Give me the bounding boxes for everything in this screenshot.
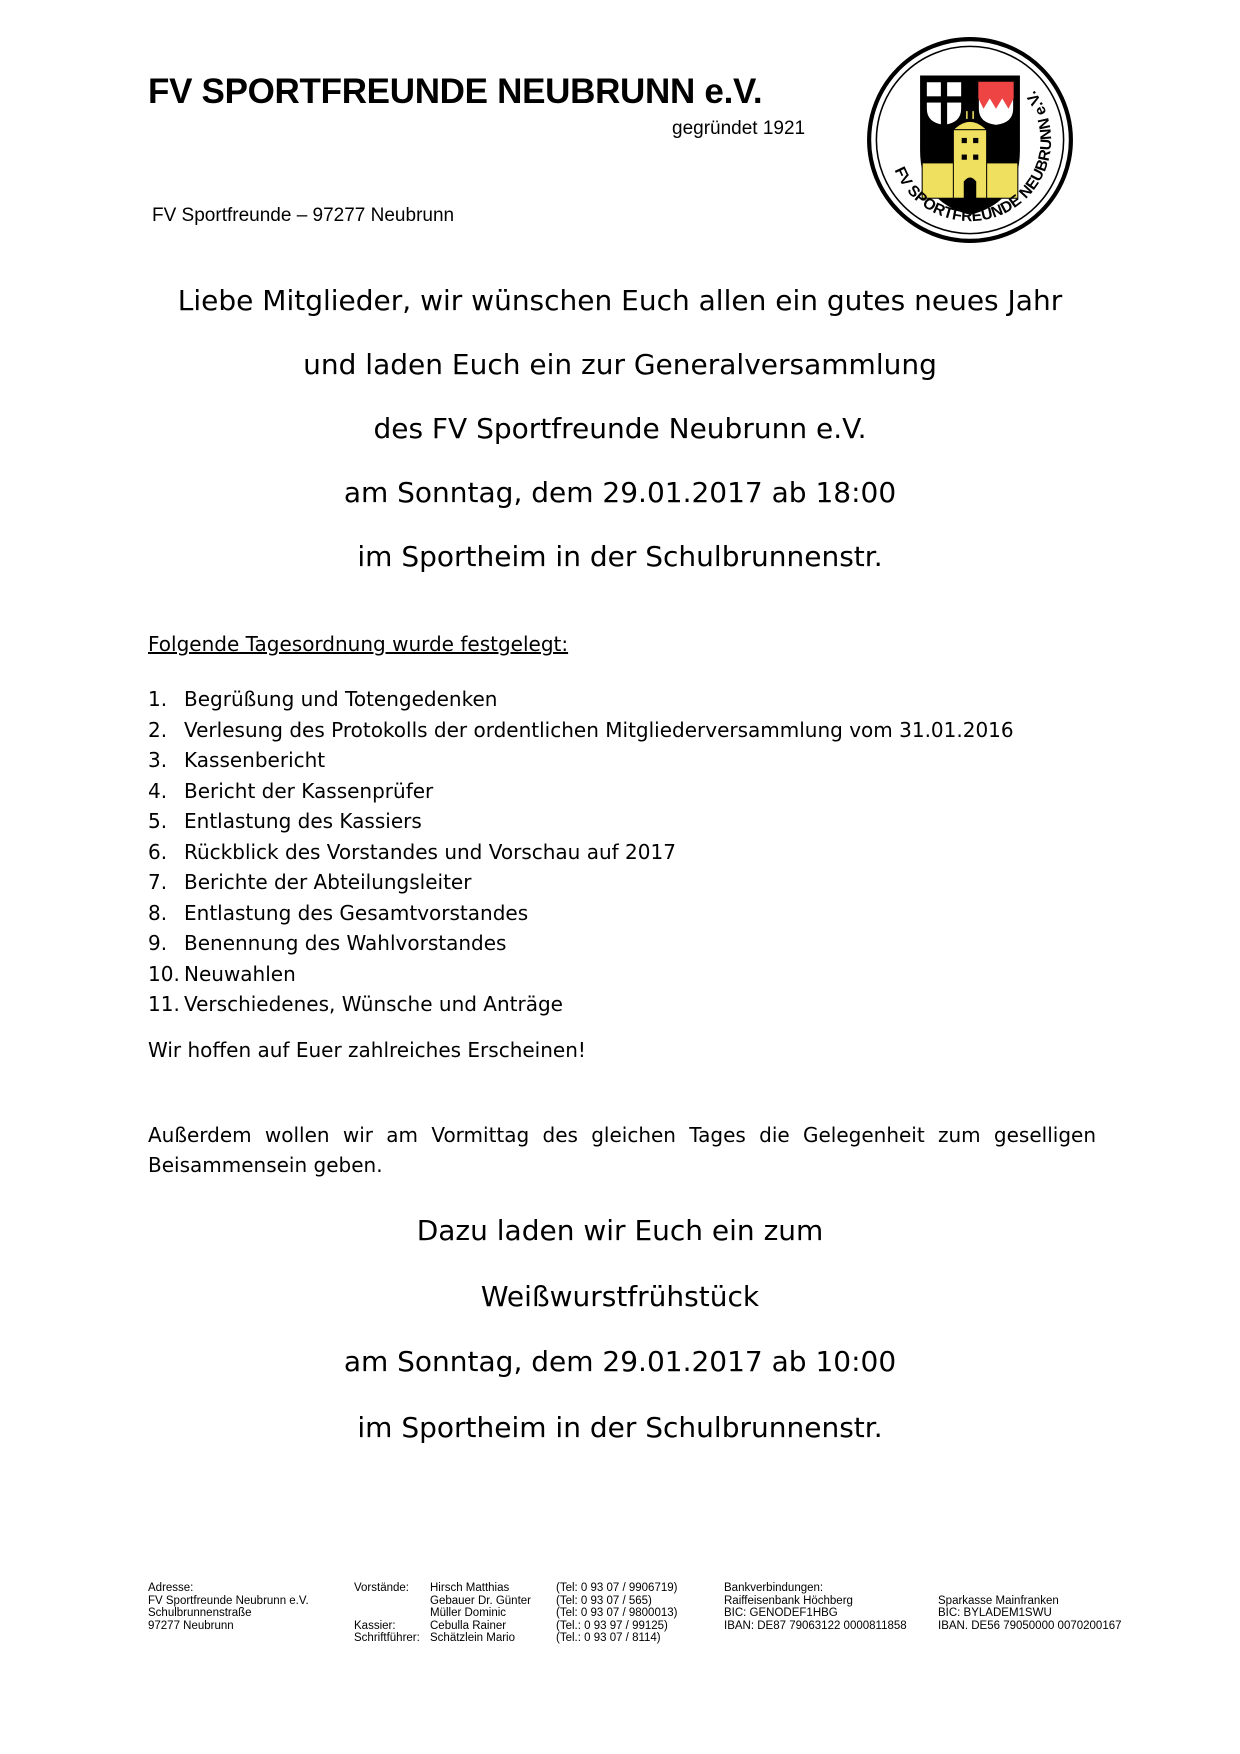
footer-names: Hirsch Matthias Gebauer Dr. Günter Müller Dominic Cebulla Rainer Schätzlein Mario [430,1582,531,1645]
club-logo-icon [866,36,1074,244]
invitation-line: im Sportheim in der Schulbrunnenstr. [357,540,883,573]
agenda-item: 7. Berichte der Abteilungsleiter [148,870,472,894]
closing-text: Wir hoffen auf Euer zahlreiches Erscheinen! [148,1038,586,1062]
agenda-item: 3. Kassenbericht [148,748,326,772]
agenda-item: 2. Verlesung des Protokolls der ordentlichen Mitgliederversammlung vom 31.01.2016 [148,717,1014,742]
agenda-item: 4. Bericht der Kassenprüfer [148,778,434,803]
breakfast-paragraph: Außerdem wollen wir am Vormittag des gleichen Tages die Gelegenheit zum geselligen Beisammensein geben. [148,1123,1096,1177]
logo-franconian-rake [978,82,1013,109]
logo-gate [964,177,976,198]
footer-phones: (Tel: 0 93 07 / 9906719) (Tel: 0 93 07 / 565) (Tel: 0 93 07 / 9800013) (Tel.: 0 93 97 / 99125) (Tel.: 0 93 07 / 8114) [556,1582,678,1645]
footer-bank-2: Sparkasse Mainfranken BIC: BYLADEM1SWU IBAN. DE56 79050000 0070200167 [938,1594,1122,1632]
invitation-line: des FV Sportfreunde Neubrunn e.V. [373,412,867,445]
breakfast-line: Dazu laden wir Euch ein zum [416,1214,824,1247]
agenda-item: 9. Benennung des Wahlvorstandes [148,931,507,955]
agenda-item: 8. Entlastung des Gesamtvorstandes [148,900,529,925]
breakfast-line: Weißwurstfrühstück [480,1280,760,1313]
breakfast-line: am Sonntag, dem 29.01.2017 ab 10:00 [343,1345,897,1378]
invitation-line: am Sonntag, dem 29.01.2017 ab 18:00 [343,476,897,509]
footer-roles: Vorstände: Kassier: Schriftführer: [354,1582,420,1645]
footer-bank-1: Bankverbindungen: Raiffeisenbank Höchberg BIC: GENODEF1HBG IBAN: DE87 79063122 0000811858 [724,1582,907,1632]
sender-address-line: FV Sportfreunde – 97277 Neubrunn [152,205,455,226]
breakfast-line: im Sportheim in der Schulbrunnenstr. [357,1411,883,1444]
invitation-line: Liebe Mitglieder, wir wünschen Euch allen ein gutes neues Jahr [177,284,1063,317]
club-title: FV SPORTFREUNDE NEUBRUNN e.V. [148,72,763,111]
agenda-item: 1. Begrüßung und Totengedenken [148,687,498,711]
invitation-line: und laden Euch ein zur Generalversammlung [303,348,937,381]
founded-year: gegründet 1921 [672,118,806,139]
agenda-heading: Folgende Tagesordnung wurde festgelegt: [148,632,569,656]
agenda-list [148,684,1014,1020]
agenda-item: 11. Verschiedenes, Wünsche und Anträge [148,992,563,1016]
agenda-item: 5. Entlastung des Kassiers [148,809,422,833]
logo-ring-text: FV SPORTFREUNDE NEUBRUNN e.V. [890,87,1056,226]
agenda-item: 6. Rückblick des Vorstandes und Vorschau auf 2017 [148,839,676,864]
footer-address: Adresse: FV Sportfreunde Neubrunn e.V. Schulbrunnenstraße 97277 Neubrunn [148,1582,309,1632]
agenda-item: 10. Neuwahlen [148,961,296,986]
